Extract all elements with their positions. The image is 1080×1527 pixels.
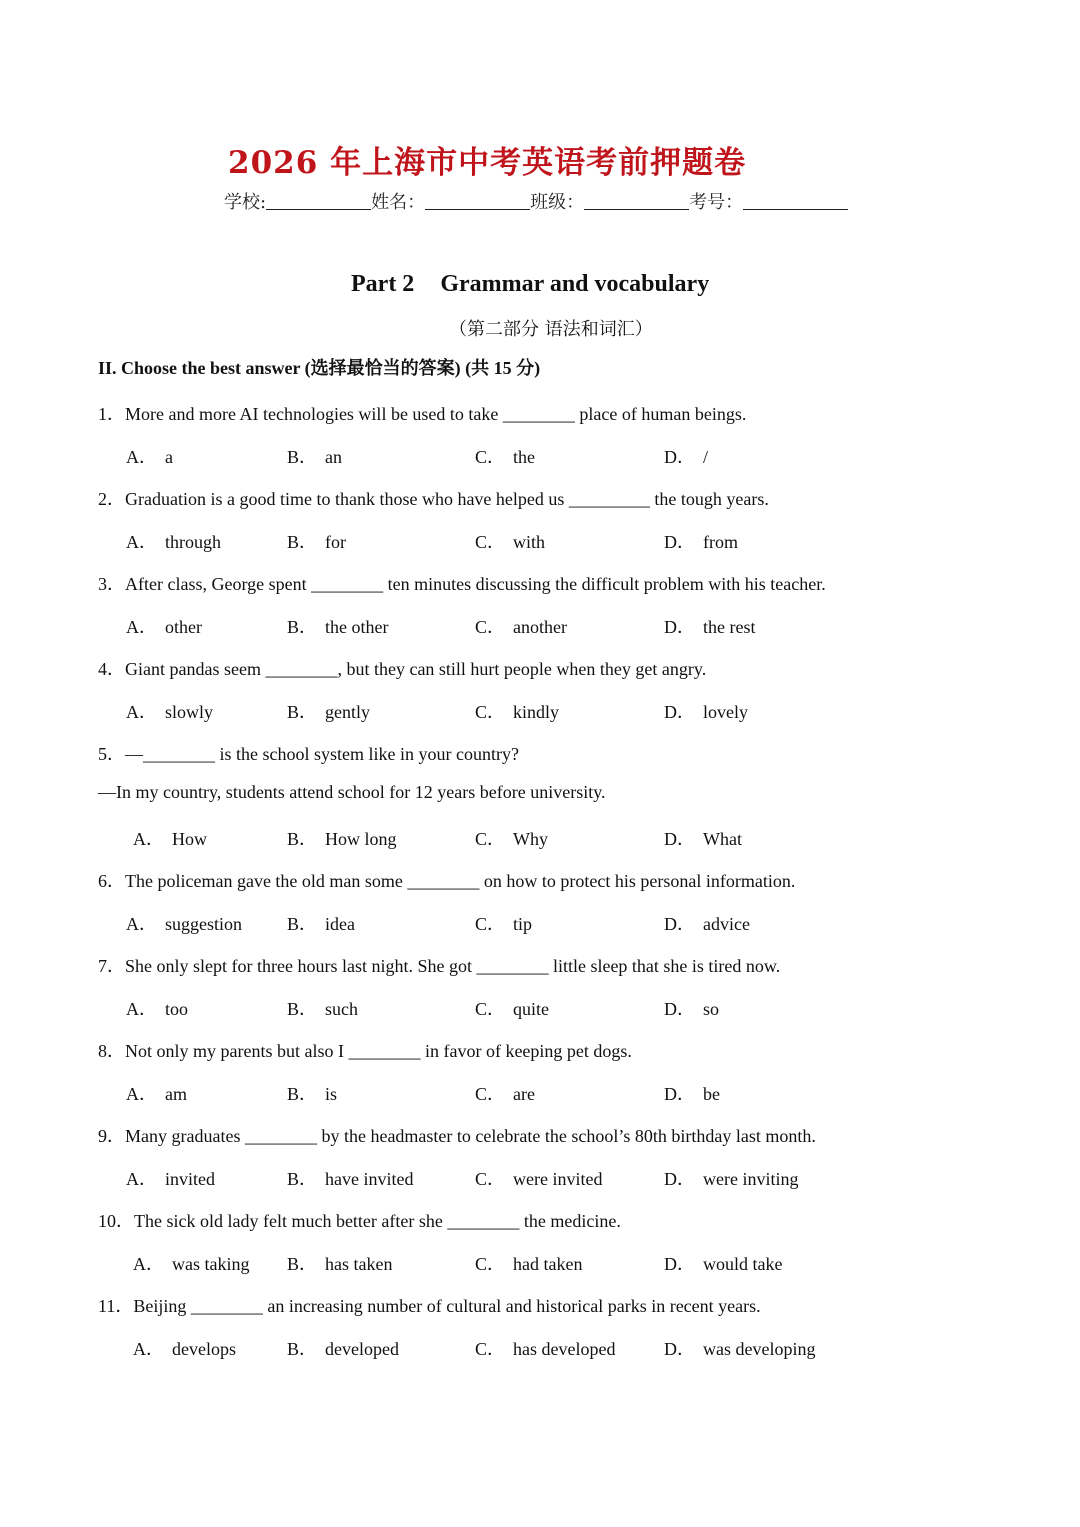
answer-option[interactable] (287, 1165, 414, 1191)
options-row (0, 528, 1080, 552)
options-row (0, 698, 1080, 722)
answer-option[interactable] (475, 1335, 615, 1361)
question-stem: 9．Many graduates ________ by the headmaster to celebrate the school’s 80th birthday last month. (98, 1126, 816, 1146)
option-label: C． (475, 1084, 506, 1104)
option-label: A． (126, 914, 157, 934)
option-text: / (703, 447, 709, 467)
option-text: were inviting (703, 1169, 799, 1189)
answer-option[interactable] (664, 995, 719, 1021)
part-title (351, 271, 709, 298)
option-label: D． (664, 829, 695, 849)
option-text: other (165, 617, 202, 637)
answer-option[interactable] (133, 1335, 236, 1361)
option-text: is (325, 1084, 338, 1104)
option-text: quite (513, 999, 550, 1019)
answer-option[interactable] (126, 995, 188, 1021)
question-stem: 10．The sick old lady felt much better after she ________ the medicine. (98, 1211, 621, 1231)
options-row (0, 613, 1080, 637)
answer-option[interactable] (664, 528, 738, 554)
option-label: C． (475, 999, 506, 1019)
option-label: A． (126, 702, 157, 722)
student-info-line (224, 188, 848, 214)
option-label: D． (664, 1339, 695, 1359)
option-text: for (325, 532, 347, 552)
question-stem: 5．—________ is the school system like in your country? (98, 744, 519, 764)
options-row (0, 1250, 1080, 1274)
question-stem: 7．She only slept for three hours last night. She got ________ little sleep that she is tired now. (98, 956, 781, 976)
exam-title: 2026 年上海市中考英语考前押题卷 (228, 145, 747, 181)
option-label: A． (126, 617, 157, 637)
name-blank (425, 191, 530, 210)
option-label: B． (287, 1169, 318, 1189)
option-text: are (513, 1084, 535, 1104)
part-name: Grammar and vocabulary (440, 271, 710, 297)
option-text: the rest (703, 617, 756, 637)
option-label: A． (126, 1084, 157, 1104)
option-text: a (165, 447, 173, 467)
option-label: C． (475, 829, 506, 849)
option-text: such (325, 999, 359, 1019)
option-label: C． (475, 1339, 506, 1359)
option-label: C． (475, 702, 506, 722)
option-text: was taking (172, 1254, 250, 1274)
option-label: B． (287, 532, 318, 552)
part-label: Part 2 (351, 271, 415, 297)
answer-option[interactable] (287, 1335, 399, 1361)
answer-option[interactable] (126, 613, 202, 639)
answer-option[interactable] (664, 910, 750, 936)
options-row (0, 995, 1080, 1019)
option-text: How (172, 829, 207, 849)
option-label: D． (664, 1169, 695, 1189)
answer-option[interactable] (287, 1250, 393, 1276)
answer-option[interactable] (287, 825, 397, 851)
answer-option[interactable] (126, 528, 221, 554)
option-label: C． (475, 532, 506, 552)
answer-option[interactable] (664, 443, 708, 469)
option-label: D． (664, 914, 695, 934)
answer-option[interactable] (664, 1250, 782, 1276)
answer-option[interactable] (126, 1080, 187, 1106)
option-label: B． (287, 702, 318, 722)
answer-option[interactable] (475, 995, 549, 1021)
question-stem: 3．After class, George spent ________ ten minutes discussing the difficult problem with his teacher. (98, 574, 826, 594)
school-label: 学校: (224, 192, 267, 213)
option-label: A． (133, 829, 164, 849)
answer-option[interactable] (664, 1165, 798, 1191)
answer-option[interactable] (664, 1335, 815, 1361)
question-stem: 4．Giant pandas seem ________, but they can still hurt people when they get angry. (98, 659, 707, 679)
option-label: B． (287, 829, 318, 849)
option-label: D． (664, 999, 695, 1019)
option-text: the other (325, 617, 389, 637)
options-row (0, 443, 1080, 467)
answer-option[interactable] (287, 1080, 337, 1106)
option-label: B． (287, 1084, 318, 1104)
option-label: C． (475, 617, 506, 637)
options-row (0, 1165, 1080, 1189)
option-text: lovely (703, 702, 748, 722)
number-blank (743, 191, 848, 210)
option-label: C． (475, 1254, 506, 1274)
answer-option[interactable] (664, 613, 755, 639)
option-text: develops (172, 1339, 236, 1359)
option-text: had taken (513, 1254, 583, 1274)
options-row (0, 825, 1080, 849)
option-text: the (513, 447, 536, 467)
question-stem: 1．More and more AI technologies will be used to take ________ place of human beings. (98, 404, 747, 424)
option-text: invited (165, 1169, 215, 1189)
option-text: gently (325, 702, 371, 722)
options-row (0, 1080, 1080, 1104)
option-label: A． (133, 1339, 164, 1359)
option-label: B． (287, 914, 318, 934)
options-row (0, 1335, 1080, 1359)
answer-option[interactable] (133, 1250, 249, 1276)
option-text: have invited (325, 1169, 414, 1189)
answer-option[interactable] (287, 528, 346, 554)
answer-option[interactable] (126, 910, 242, 936)
option-text: kindly (513, 702, 560, 722)
answer-option[interactable] (287, 910, 355, 936)
answer-option[interactable] (287, 443, 342, 469)
class-blank (584, 191, 689, 210)
answer-option[interactable] (287, 613, 389, 639)
option-text: so (703, 999, 720, 1019)
answer-option[interactable] (287, 995, 358, 1021)
option-text: What (703, 829, 742, 849)
option-label: D． (664, 447, 695, 467)
answer-option[interactable] (664, 1080, 720, 1106)
option-text: has developed (513, 1339, 616, 1359)
answer-option[interactable] (126, 1165, 215, 1191)
option-label: C． (475, 1169, 506, 1189)
class-label: 班级： (530, 192, 585, 213)
answer-option[interactable] (475, 1250, 582, 1276)
school-blank (266, 191, 371, 210)
option-label: D． (664, 1084, 695, 1104)
option-text: were invited (513, 1169, 603, 1189)
option-label: B． (287, 617, 318, 637)
answer-option[interactable] (287, 698, 370, 724)
option-text: How long (325, 829, 397, 849)
option-label: D． (664, 617, 695, 637)
option-text: tip (513, 914, 533, 934)
option-text: too (165, 999, 189, 1019)
answer-option[interactable] (475, 698, 559, 724)
option-label: C． (475, 447, 506, 467)
part-subtitle: （第二部分 语法和词汇） (449, 319, 653, 340)
answer-option[interactable] (664, 825, 742, 851)
answer-option[interactable] (475, 528, 545, 554)
option-text: through (165, 532, 221, 552)
answer-option[interactable] (475, 443, 535, 469)
answer-option[interactable] (475, 613, 567, 639)
option-text: slowly (165, 702, 214, 722)
option-text: another (513, 617, 567, 637)
answer-option[interactable] (475, 1080, 535, 1106)
option-text: be (703, 1084, 720, 1104)
option-text: am (165, 1084, 187, 1104)
option-label: D． (664, 532, 695, 552)
option-text: was developing (703, 1339, 816, 1359)
answer-option[interactable] (126, 698, 213, 724)
answer-option[interactable] (475, 910, 532, 936)
answer-option[interactable] (475, 825, 548, 851)
option-label: B． (287, 999, 318, 1019)
option-text: advice (703, 914, 750, 934)
answer-option[interactable] (126, 443, 173, 469)
option-label: A． (126, 999, 157, 1019)
option-label: A． (126, 447, 157, 467)
answer-option[interactable] (664, 698, 748, 724)
section-heading: II. Choose the best answer (选择最恰当的答案) (共 15 分) (98, 358, 541, 378)
question-stem: 6．The policeman gave the old man some ________ on how to protect his personal information. (98, 871, 796, 891)
option-label: C． (475, 914, 506, 934)
option-label: B． (287, 1339, 318, 1359)
number-label: 考号： (689, 192, 744, 213)
answer-option[interactable] (475, 1165, 602, 1191)
question-stem: 11．Beijing ________ an increasing number of cultural and historical parks in recent years. (98, 1296, 761, 1316)
option-text: from (703, 532, 738, 552)
option-text: has taken (325, 1254, 393, 1274)
option-text: Why (513, 829, 549, 849)
option-label: D． (664, 1254, 695, 1274)
question-stem: 8．Not only my parents but also I ________ in favor of keeping pet dogs. (98, 1041, 632, 1061)
options-row (0, 910, 1080, 934)
question-stem: 2．Graduation is a good time to thank those who have helped us _________ the tough years. (98, 489, 769, 509)
option-label: D． (664, 702, 695, 722)
option-text: would take (703, 1254, 783, 1274)
question-dialog: —In my country, students attend school for 12 years before university. (98, 782, 606, 802)
option-label: B． (287, 1254, 318, 1274)
option-text: with (513, 532, 546, 552)
answer-option[interactable] (133, 825, 207, 851)
option-label: A． (133, 1254, 164, 1274)
option-text: suggestion (165, 914, 243, 934)
name-label: 姓名： (371, 192, 426, 213)
option-label: B． (287, 447, 318, 467)
option-text: an (325, 447, 343, 467)
option-label: A． (126, 1169, 157, 1189)
option-text: idea (325, 914, 355, 934)
option-label: A． (126, 532, 157, 552)
option-text: developed (325, 1339, 399, 1359)
